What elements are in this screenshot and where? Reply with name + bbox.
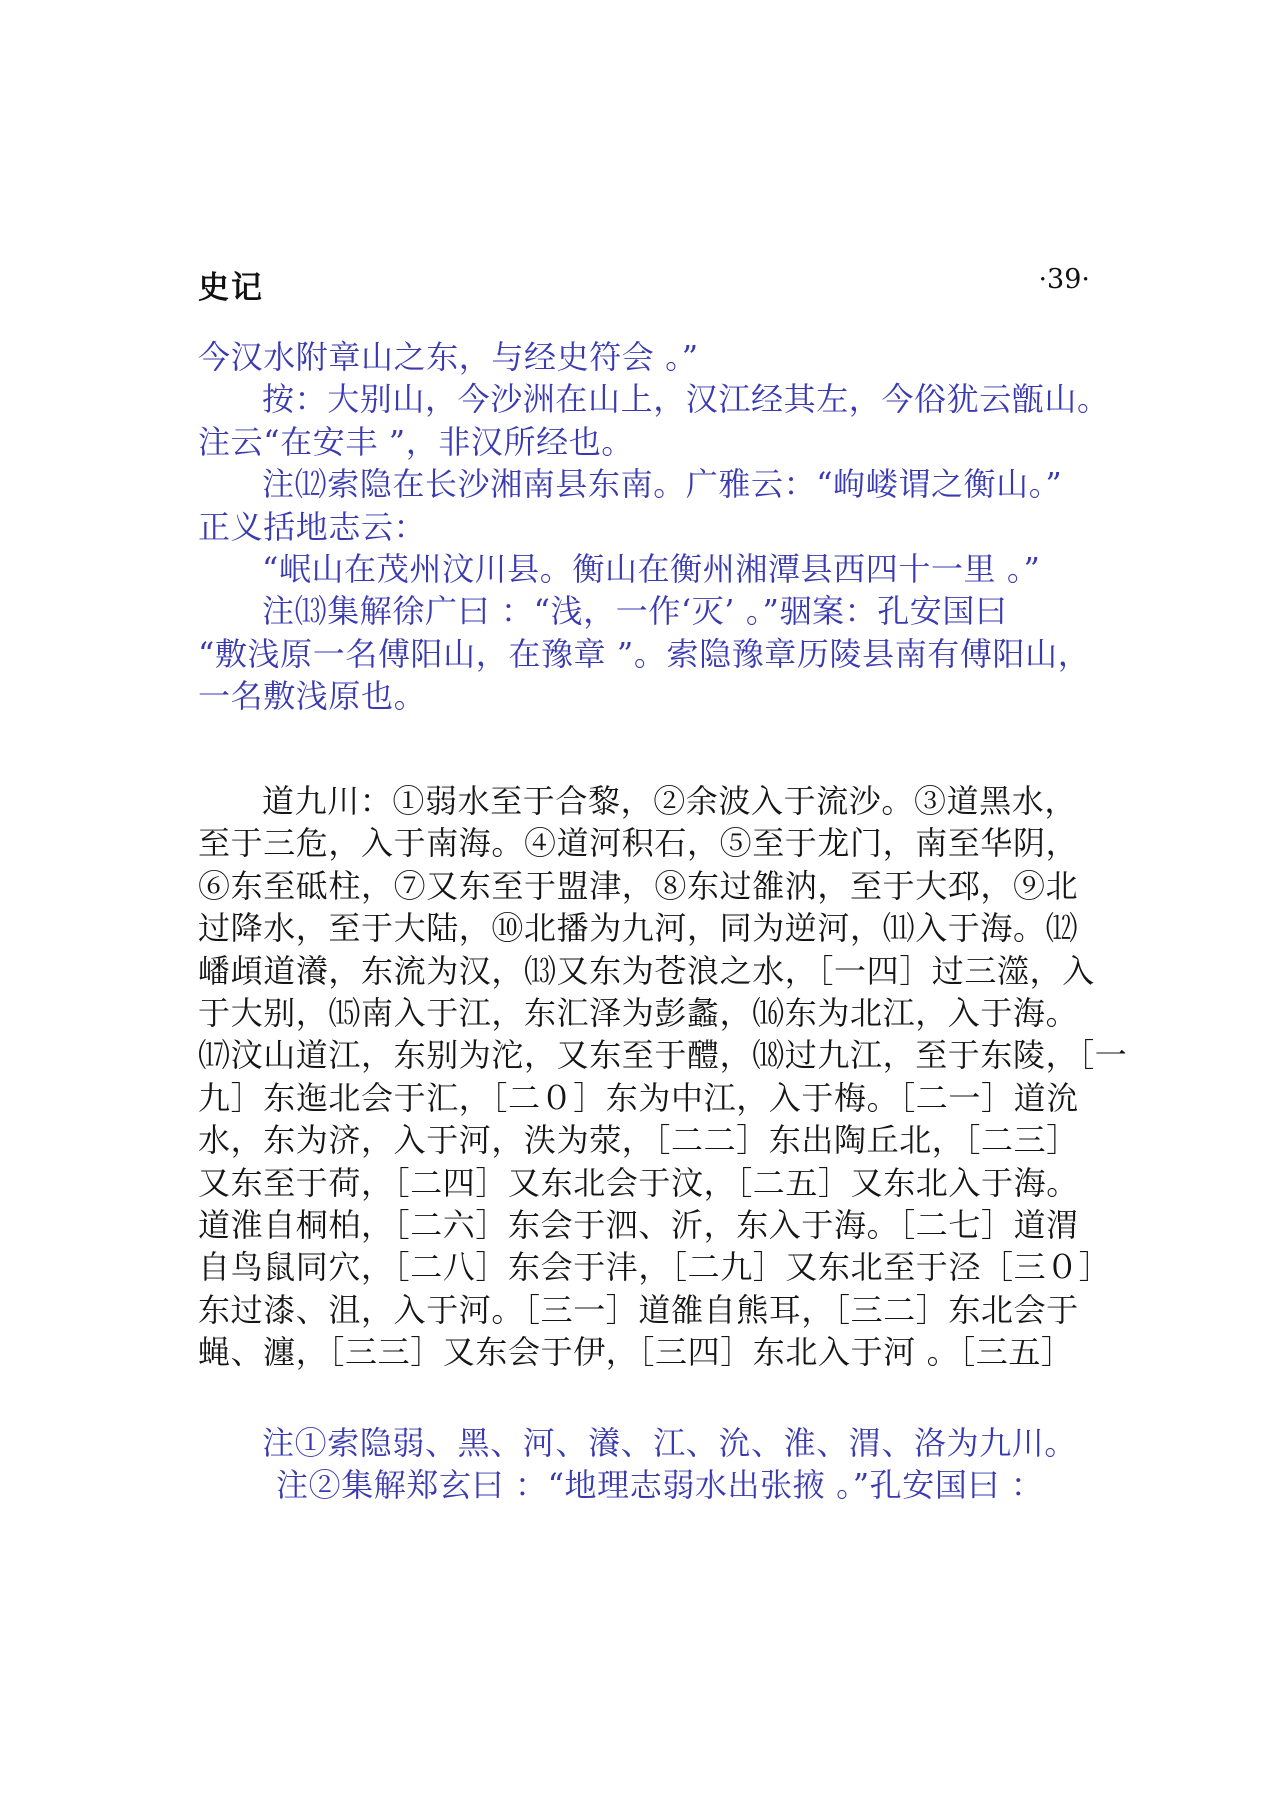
main-text-line: 道九川：①弱水至于合黎，②余波入于流沙。③道黑水，	[262, 782, 1078, 820]
page-header	[198, 262, 1090, 306]
commentary-top	[198, 336, 1108, 718]
main-text-line: ⒄汶山道江，东别为沱，又东至于醴，⒅过九江，至于东陵，［一	[198, 1036, 1128, 1075]
commentary-line: “敷浅原一名傅阳山，在豫章 ”。索隐豫章历陵县南有傅阳山，	[198, 634, 1091, 673]
main-text-line: 自鸟鼠同穴，［二八］东会于沣，［二九］又东北至于泾［三０］	[198, 1248, 1112, 1287]
main-text-line: 东过漆、沮，入于河。［三一］道雒自熊耳，［三二］东北会于	[198, 1290, 1079, 1329]
commentary-line: 注⒀集解徐广曰 ：“浅，一作‘灭’ 。”骃案：孔安国曰	[262, 592, 1008, 631]
main-text-line: 过降水，至于大陆，⑩北播为九河，同为逆河，⑾入于海。⑿	[198, 909, 1079, 948]
main-text-line: ⑥东至砥柱，⑦又东至于盟津，⑧东过雒汭，至于大邳，⑨北	[198, 866, 1079, 905]
main-text-line: 嶓頉道瀁，东流为汉，⒀又东为苍浪之水，［一四］过三澨，入	[198, 951, 1095, 990]
commentary-line: 注云“在安丰 ”，非汉所经也。	[198, 422, 634, 461]
main-text-line: 蝇、瀍，［三三］又东会于伊，［三四］东北入于河 。［三五］	[198, 1333, 1074, 1372]
main-text-line: 道淮自桐柏，［二六］东会于泗、沂，东入于海。［二七］道渭	[198, 1206, 1079, 1245]
commentary-line: “岷山在茂州汶川县。衡山在衡州湘潭县西四十一里 。”	[262, 550, 1041, 589]
commentary-line: 一名敷浅原也。	[198, 677, 427, 716]
main-text-line: 九］东迤北会于汇，［二０］东为中江，入于梅。［二一］道沇	[198, 1078, 1079, 1117]
main-text-line: 至于三危，入于南海。④道河积石，⑤至于龙门，南至华阴，	[198, 824, 1079, 863]
commentary-line: 注②集解郑玄曰 ：“地理志弱水出张掖 。”孔安国曰 ：	[276, 1466, 1044, 1505]
main-text	[198, 780, 1128, 1374]
commentary-line: 今汉水附章山之东，与经史符会 。”	[198, 338, 699, 376]
main-text-line: 水，东为济，入于河，泆为荥，［二二］东出陶丘北，［二三］	[198, 1121, 1079, 1160]
commentary-line: 正义括地志云：	[198, 507, 427, 546]
commentary-bottom	[198, 1422, 1108, 1507]
commentary-line: 注⑿索隐在长沙湘南县东南。广雅云：“岣嵝谓之衡山。”	[262, 465, 1063, 504]
commentary-line: 按：大别山，今沙洲在山上，汉江经其左，今俗犹云甑山。	[262, 380, 1110, 419]
main-text-line: 于大别，⒂南入于江，东汇泽为彭蠡，⒃东为北江，入于海。	[198, 994, 1079, 1033]
main-text-line: 又东至于荷，［二四］又东北会于汶，［二五］又东北入于海。	[198, 1163, 1079, 1202]
commentary-line: 注①索隐弱、黑、河、瀁、江、沇、淮、渭、洛为九川。	[262, 1424, 1078, 1462]
book-title: 史记	[198, 270, 264, 306]
page-number: ·39·	[1038, 264, 1090, 295]
